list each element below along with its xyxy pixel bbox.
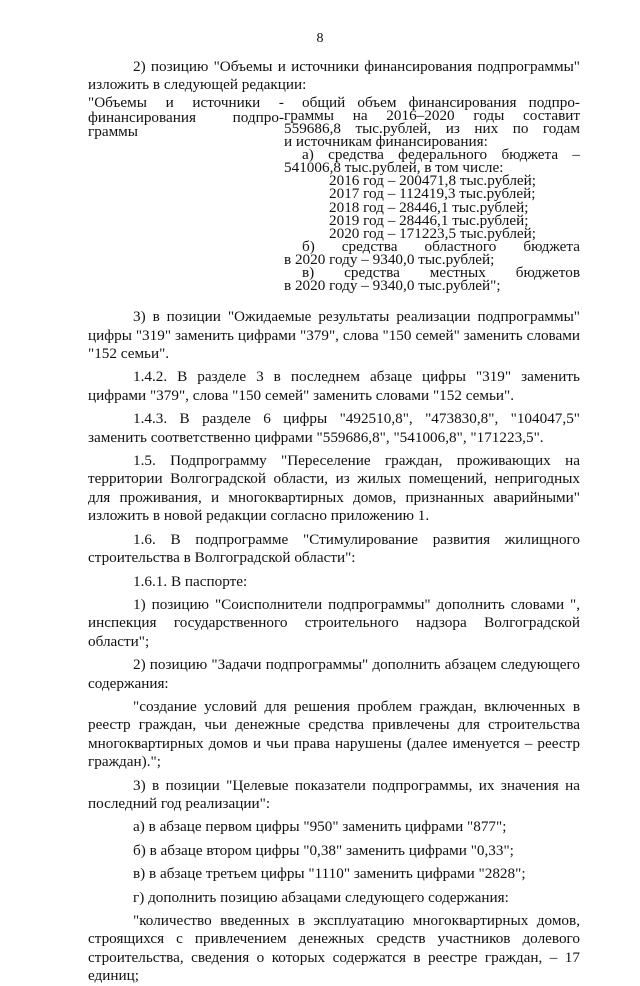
paragraph: в) в абзаце третьем цифры "1110" заменить цифрами "2828"; [133, 865, 526, 883]
table-value-line: 2018 год – 28446,1 тыс.рублей; [329, 198, 529, 216]
table-value-line: б) средства областного бюджета [302, 237, 580, 255]
paragraph: 1.6. В подпрограмме "Стимулирование развития жилищного строительства в Волгоградской области": [88, 530, 580, 567]
paragraph: б) в абзаце втором цифры "0,38" заменить цифрами "0,33"; [133, 841, 514, 859]
paragraph: 3) в позиции "Ожидаемые результаты реализации подпрограммы" цифры "319" заменить цифрами "379", слова "150 семей" заменить словами "152 семьи". [88, 308, 580, 363]
financing-table [88, 93, 580, 295]
table-value-line: 559686,8 тыс.рублей, из них по годам [284, 120, 580, 137]
document-body [88, 58, 580, 986]
paragraph: 2) позицию "Задачи подпрограммы" дополнить абзацем следующего содержания: [88, 656, 580, 692]
paragraph: 1.6.1. В паспорте: [133, 572, 248, 590]
financing-table-label [88, 93, 284, 292]
financing-table-value [284, 93, 580, 295]
paragraph: 1.4.2. В разделе 3 в последнем абзаце цифры "319" заменить цифрами "379", слова "150 семей" заменить словами "152 семьи". [88, 368, 580, 404]
paragraph: 1) позицию "Соисполнители подпрограммы" дополнить словами ", инспекция государственного строительного надзора Волгоградской области"; [88, 595, 580, 650]
paragraph: 3) в позиции "Целевые показатели подпрограммы, их значения на последний год реализации": [88, 776, 580, 812]
table-value-line: 2017 год – 112419,3 тыс.рублей; [329, 185, 536, 203]
table-value-line: 2016 год – 200471,8 тыс.рублей; [329, 172, 537, 190]
paragraph: 1.4.3. В разделе 6 цифры "492510,8", "473830,8", "104047,5" заменить соответственно цифрами "559686,8", "541006,8", "171223,5". [88, 410, 580, 446]
table-value-line: граммы на 2016–2020 годы составит [284, 106, 580, 124]
paragraph: а) в абзаце первом цифры "950" заменить цифрами "877"; [133, 818, 507, 836]
paragraph: г) дополнить позицию абзацами следующего содержания: [133, 888, 509, 906]
paragraph-position-2-cont: изложить в следующей редакции: [88, 76, 307, 94]
table-value-line: в 2020 году – 9340,0 тыс.рублей; [284, 250, 495, 268]
table-value-line: 2020 год – 171223,5 тыс.рублей; [329, 224, 537, 242]
page-number: 8 [316, 31, 324, 46]
table-value-line: и источникам финансирования: [284, 133, 488, 151]
paragraph: 1.5. Подпрограмму "Переселение граждан, проживающих на территории Волгоградской области, из жилых помещений, непригодных для проживания, и многоквартирных домов, признанных аварийными" изложить в новой редакции согласно приложению 1. [88, 452, 580, 525]
paragraph: "создание условий для решения проблем граждан, включенных в реестр граждан, чьи денежные средства привлечены для строительства многоквартирных домов и чьи права нарушены (далее именуется – реестр граждан)."; [88, 697, 580, 771]
table-label-line-2: финансирования подпро- [88, 108, 284, 126]
table-value-line: в 2020 году – 9340,0 тыс.рублей"; [284, 277, 501, 295]
table-label-line-3: граммы [88, 123, 138, 141]
paragraph: "количество введенных в эксплуатацию многоквартирных домов, строящихся с привлечением денежных средств участников долевого строительства, сведения о которых содержатся в реестре граждан, – 17 единиц; [88, 912, 580, 985]
table-value-line: 541006,8 тыс.рублей, в том числе: [284, 159, 504, 177]
paragraph-position-2: 2) позицию "Объемы и источники финансирования подпрограммы" [133, 58, 580, 75]
table-value-line: в) средства местных бюджетов [302, 264, 580, 282]
table-label-line-1: "Объемы и источники - [88, 93, 284, 111]
table-value-line: а) средства федерального бюджета – [302, 146, 580, 164]
table-value-line: 2019 год – 28446,1 тыс.рублей; [329, 211, 529, 229]
table-value-line: общий объем финансирования подпро- [302, 93, 580, 111]
